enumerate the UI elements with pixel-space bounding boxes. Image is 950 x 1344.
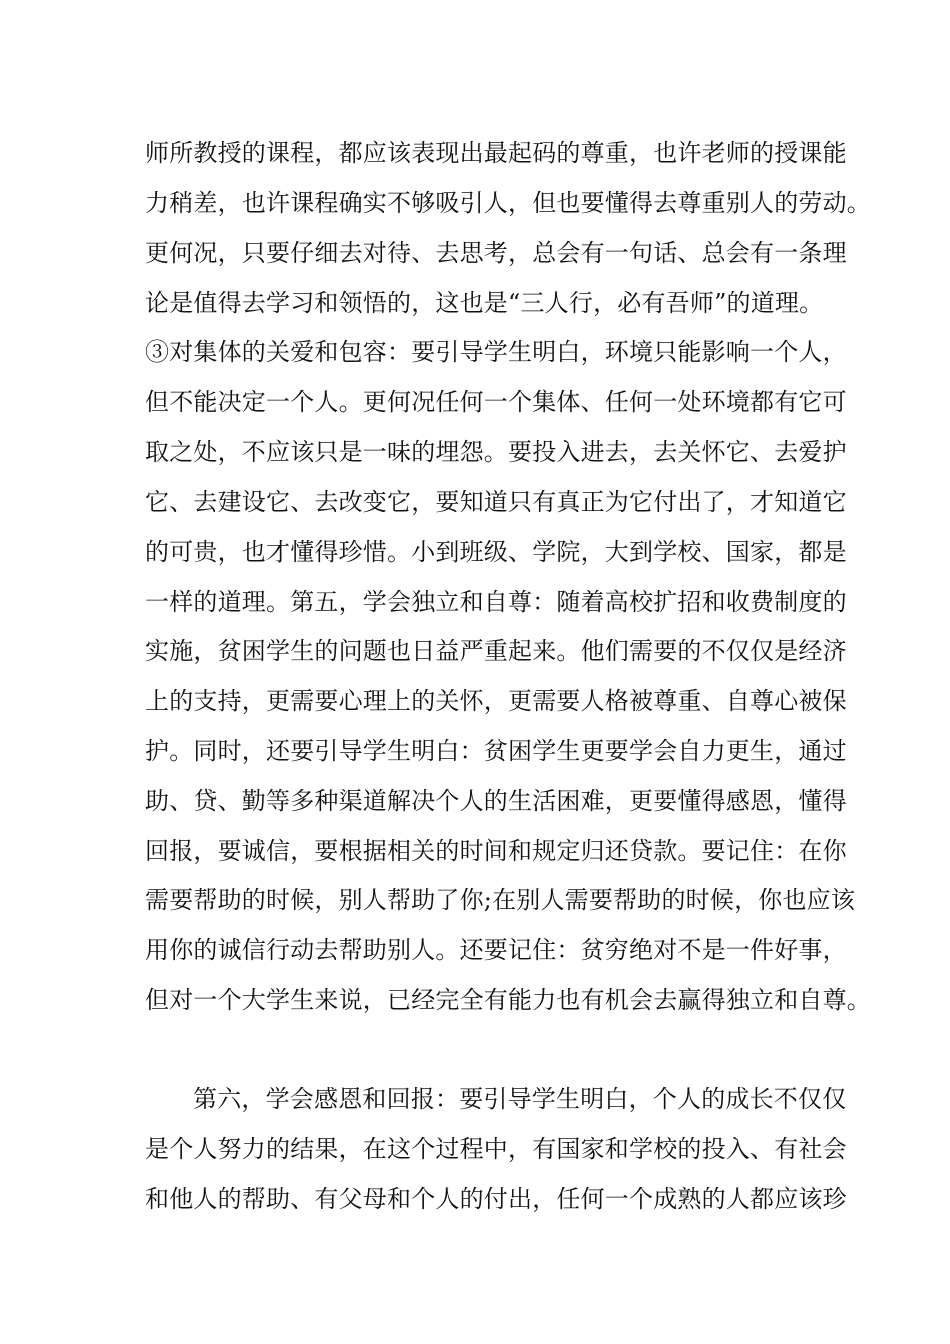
text-line: 是个人努力的结果，在这个过程中，有国家和学校的投入、有社会 bbox=[145, 1135, 847, 1163]
text-line: 取之处，不应该只是一味的埋怨。要投入进去，去关怀它、去爱护 bbox=[145, 438, 847, 466]
text-line: 它、去建设它、去改变它，要知道只有真正为它付出了，才知道它 bbox=[145, 488, 847, 516]
text-line: 的可贵，也才懂得珍惜。小到班级、学院，大到学校、国家，都是 bbox=[145, 538, 847, 566]
text-line: 论是值得去学习和领悟的，这也是“三人行，必有吾师”的道理。 bbox=[145, 289, 824, 317]
text-line: 助、贷、勤等多种渠道解决个人的生活困难，更要懂得感恩，懂得 bbox=[145, 787, 847, 815]
text-line: 更何况，只要仔细去对待、去思考，总会有一句话、总会有一条理 bbox=[145, 239, 847, 267]
text-line: 上的支持，更需要心理上的关怀，更需要人格被尊重、自尊心被保 bbox=[145, 687, 847, 715]
text-line: 力稍差，也许课程确实不够吸引人，但也要懂得去尊重别人的劳动。 bbox=[145, 189, 871, 217]
text-line: 回报，要诚信，要根据相关的时间和规定归还贷款。要记住：在你 bbox=[145, 837, 847, 865]
text-line: ③对集体的关爱和包容：要引导学生明白，环境只能影响一个人， bbox=[145, 338, 847, 366]
text-line: 但对一个大学生来说，已经完全有能力也有机会去赢得独立和自尊。 bbox=[145, 986, 871, 1014]
text-line: 护。同时，还要引导学生明白：贫困学生更要学会自力更生，通过 bbox=[145, 737, 847, 765]
text-line: 和他人的帮助、有父母和个人的付出，任何一个成熟的人都应该珍 bbox=[145, 1185, 847, 1213]
text-line: 用你的诚信行动去帮助别人。还要记住：贫穷绝对不是一件好事， bbox=[145, 936, 847, 964]
text-line: 第六，学会感恩和回报：要引导学生明白，个人的成长不仅仅 bbox=[193, 1085, 847, 1113]
text-line: 实施，贫困学生的问题也日益严重起来。他们需要的不仅仅是经济 bbox=[145, 637, 847, 665]
text-line: 需要帮助的时候，别人帮助了你;在别人需要帮助的时候，你也应该 bbox=[145, 886, 856, 914]
text-line: 一样的道理。第五，学会独立和自尊：随着高校扩招和收费制度的 bbox=[145, 588, 847, 616]
text-line: 师所教授的课程，都应该表现出最起码的尊重，也许老师的授课能 bbox=[145, 139, 847, 167]
text-line: 但不能决定一个人。更何况任何一个集体、任何一处环境都有它可 bbox=[145, 388, 847, 416]
